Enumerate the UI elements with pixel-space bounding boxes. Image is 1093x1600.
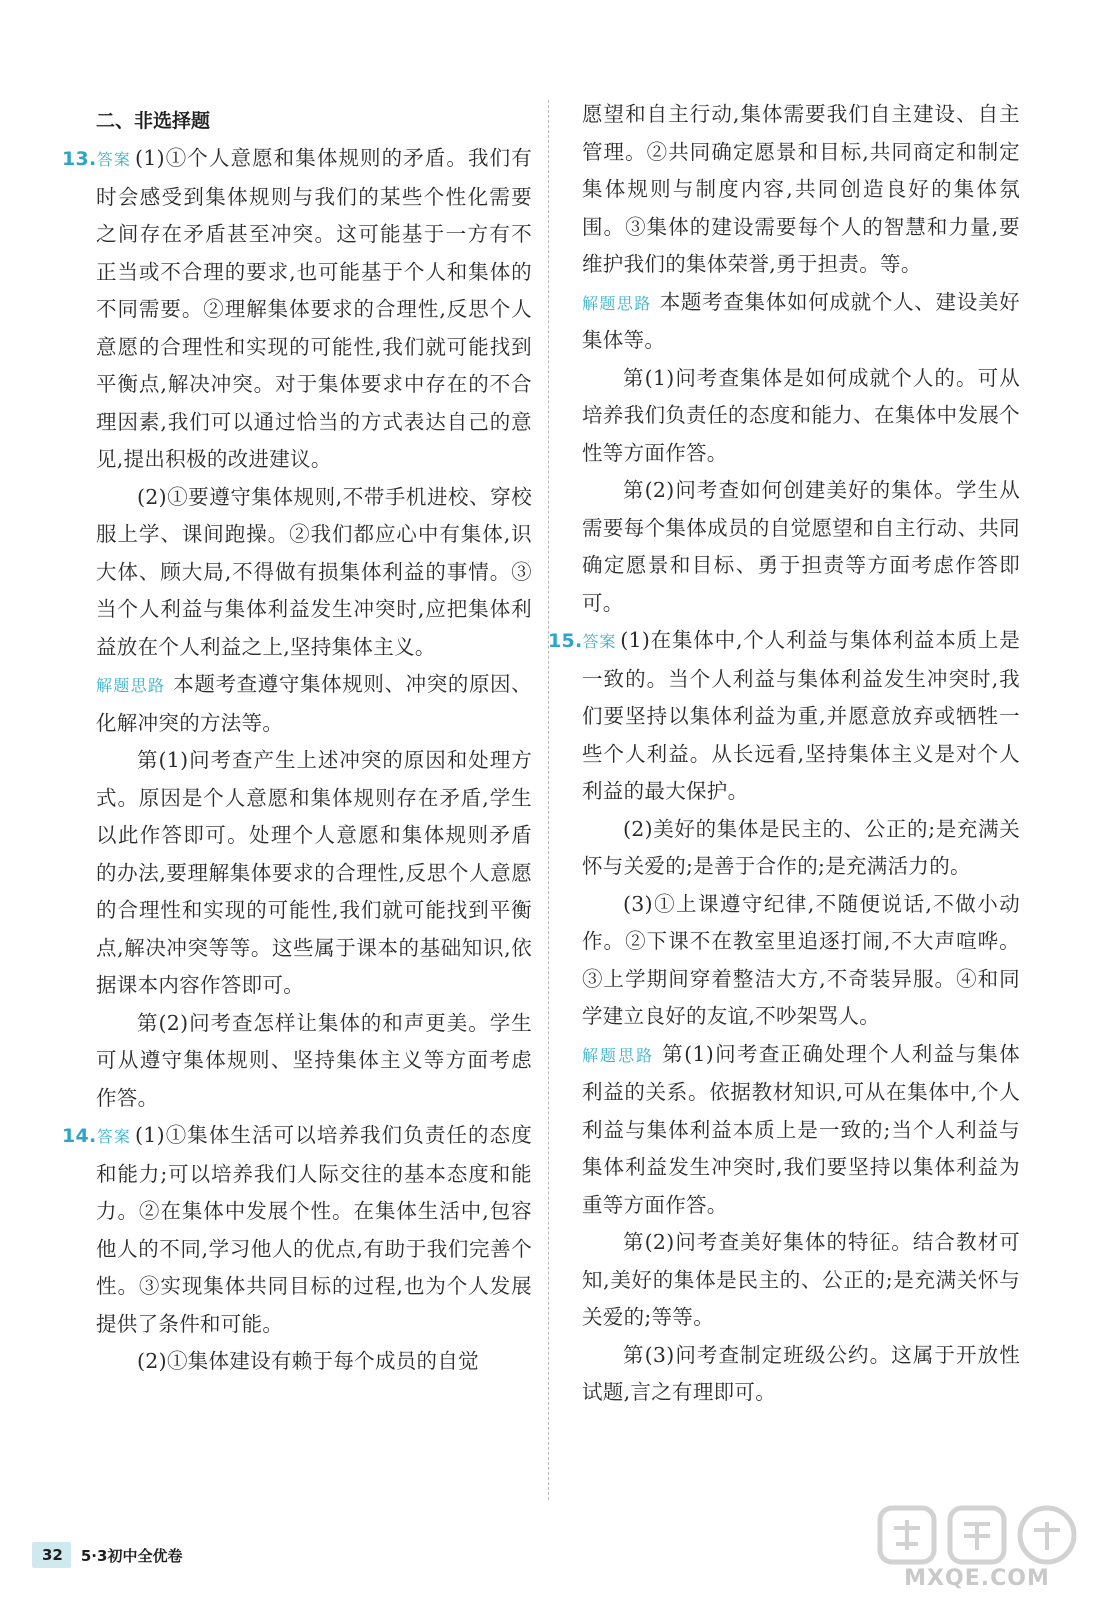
watermark-text: MXQE.COM	[904, 1566, 1050, 1591]
page-number: 32	[32, 1542, 71, 1568]
q14-answer-1: 14.答案 (1)①集体生活可以培养我们负责任的态度和能力;可以培养我们人际交往的基本态度和能力。②在集体中发展个性。在集体生活中,包容他人的不同,学习他人的优点,有助于我们完善个性。③实现集体共同目标的过程,也为个人发展提供了条件和可能。	[96, 1117, 532, 1343]
q15-hint-2: 第(2)问考查美好集体的特征。结合教材可知,美好的集体是民主的、公正的;是充满关怀与关爱的;等等。	[582, 1230, 1020, 1329]
q13-number: 13.	[62, 148, 97, 170]
question-14	[62, 1117, 532, 1381]
q13-answer-2: (2)①要遵守集体规则,不带手机进校、穿校服上学、课间跑操。②我们都应心中有集体,识大体、顾大局,不得做有损集体利益的事情。③当个人利益与集体利益发生冲突时,应把集体利益放在个人利益之上,坚持集体主义。	[96, 484, 532, 659]
hint-tag: 解题思路	[582, 293, 652, 313]
q15-hint-1: 解题思路 第(1)问考查正确处理个人利益与集体利益的关系。依据教材知识,可从在集体中,个人利益与集体利益本质上是一致的;当个人利益与集体利益发生冲突时,我们要坚持以集体利益为重等方面作答。	[582, 1041, 1020, 1217]
q14-answer-2-end: 愿望和自主行动,集体需要我们自主建设、自主管理。②共同确定愿景和目标,共同商定和制定集体规则与制度内容,共同创造良好的集体氛围。③集体的建设需要每个人的智慧和力量,要维护我们的集体荣誉,勇于担责。等。	[582, 102, 1020, 276]
q13-hint-1: 解题思路 本题考查遵守集体规则、冲突的原因、化解冲突的方法等。	[96, 672, 532, 735]
q13-hint-2: 第(1)问考查产生上述冲突的原因和处理方式。原因是个人意愿和集体规则存在矛盾,学生以此作答即可。处理个人意愿和集体规则矛盾的办法,要理解集体要求的合理性,反思个人意愿的合理性和实现的可能性,我们就可能找到平衡点,解决冲突等等。这些属于课本的基础知识,依据课本内容作答即可。	[96, 748, 532, 997]
question-14-continued	[582, 96, 1020, 622]
answer-tag: 答案	[96, 150, 131, 169]
q13-answer-1: 13.答案 (1)①个人意愿和集体规则的矛盾。我们有时会感受到集体规则与我们的某些个性化需要之间存在矛盾甚至冲突。这可能基于一方有不正当或不合理的要求,也可能基于个人和集体的不同需要。②理解集体要求的合理性,反思个人意愿的合理性和实现的可能性,我们就可能找到平衡点,解决冲突。对于集体要求中存在的不合理因素,我们可以通过恰当的方式表达自己的意见,提出积极的改进建议。	[96, 140, 532, 479]
q14-answer-2-start: (2)①集体建设有赖于每个成员的自觉	[137, 1349, 479, 1373]
answer-tag: 答案	[582, 632, 617, 651]
column-divider	[548, 100, 549, 1500]
q14-hint-1: 解题思路 本题考查集体如何成就个人、建设美好集体等。	[582, 289, 1020, 352]
q14-hint-2: 第(1)问考查集体是如何成就个人的。可从培养我们负责任的态度和能力、在集体中发展个性等方面作答。	[582, 365, 1020, 465]
right-column	[548, 96, 1020, 1412]
q15-answer-2: (2)美好的集体是民主的、公正的;是充满关怀与关爱的;是善于合作的;是充满活力的。	[582, 816, 1020, 878]
section-title: 二、非选择题	[96, 110, 211, 132]
question-13	[62, 140, 532, 1117]
left-column	[62, 96, 532, 1381]
book-title: 5·3初中全优卷	[80, 1546, 183, 1565]
q15-number: 15.	[548, 630, 583, 652]
q15-answer-1: 15.答案 (1)在集体中,个人利益与集体利益本质上是一致的。当个人利益与集体利益发生冲突时,我们要坚持以集体利益为重,并愿意放弃或牺牲一些个人利益。从长远看,坚持集体主义是对个人利益的最大保护。	[582, 622, 1020, 811]
q14-hint-3: 第(2)问考查如何创建美好的集体。学生从需要每个集体成员的自觉愿望和自主行动、共同确定愿景和目标、勇于担责等方面考虑作答即可。	[582, 478, 1020, 615]
question-15	[548, 622, 1020, 1412]
answer-tag: 答案	[96, 1127, 131, 1146]
hint-tag: 解题思路	[582, 1045, 655, 1065]
q14-number: 14.	[62, 1125, 97, 1147]
q15-hint-3: 第(3)问考查制定班级公约。这属于开放性试题,言之有理即可。	[582, 1342, 1020, 1404]
q13-hint-3: 第(2)问考查怎样让集体的和声更美。学生可从遵守集体规则、坚持集体主义等方面考虑作答。	[96, 1010, 532, 1110]
hint-tag: 解题思路	[96, 676, 166, 695]
watermark-logo	[872, 1500, 1082, 1600]
watermark-badge-icon	[872, 1500, 1082, 1570]
page-footer	[32, 1538, 182, 1572]
q15-answer-3: (3)①上课遵守纪律,不随便说话,不做小动作。②下课不在教室里追逐打闹,不大声喧哗。③上学期间穿着整洁大方,不奇装异服。④和同学建立良好的友谊,不吵架骂人。	[582, 891, 1020, 1028]
